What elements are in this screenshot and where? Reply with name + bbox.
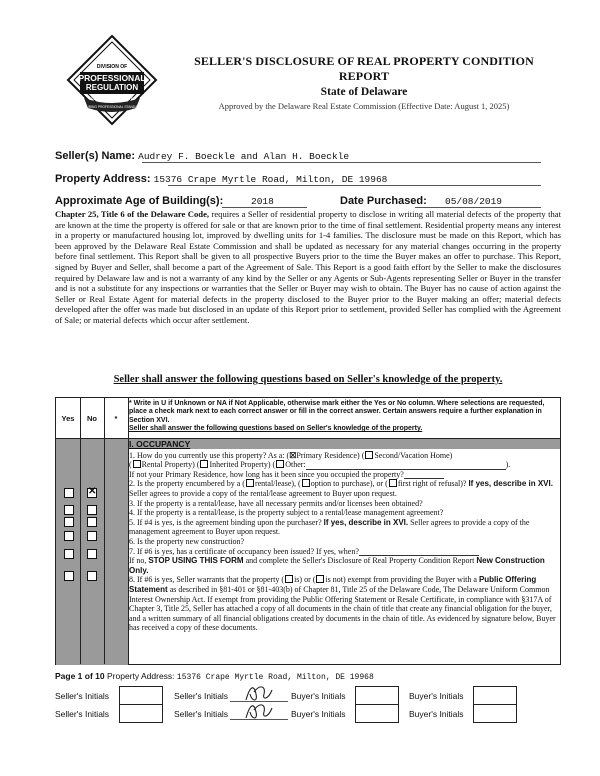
q7-text-b: If no, — [129, 556, 147, 566]
property-address-label: Property Address: — [55, 173, 151, 185]
q1-text-f: Other: — [285, 460, 306, 470]
seller-initials-label-4: Seller's Initials — [174, 709, 229, 719]
q2-text-a: 2. Is the property encumbered by a ( — [129, 479, 245, 489]
q2-text-d: first right of refusal)? — [397, 479, 467, 489]
q2-refusal-checkbox[interactable] — [389, 479, 397, 487]
footer-address-label: Property Address: — [106, 671, 175, 681]
q2-no-checkbox[interactable] — [87, 488, 97, 498]
q5-no-checkbox[interactable] — [87, 531, 97, 541]
q8-text-d: Public Offering Statement — [129, 575, 537, 594]
q1-text-a: 1. How do you currently use this property? As a: ( — [129, 450, 290, 460]
state-name: State of Delaware — [320, 86, 408, 98]
instructions-text-2: Seller shall answer the following questions based on Seller's knowledge of the property. — [129, 425, 423, 433]
question-1: 1. How do you currently use this property? As a: (☒Primary Residence) ( Second/Vacation Home) ( Rental Property) ( Inherited Property) ( Other: ). If not your Primary Residence, how long has it been since you occupied the property? — [129, 450, 511, 479]
q1-text-d: Rental Property) ( — [141, 460, 200, 470]
q5-text-a: 5. If #4 is yes, is the agreement binding upon the purchaser? — [129, 517, 322, 527]
q1-second-home-checkbox[interactable] — [365, 451, 373, 459]
q8-is-not-checkbox[interactable] — [316, 575, 324, 583]
q1-text-e: Inherited Property) ( — [209, 460, 276, 470]
q4-no-checkbox[interactable] — [87, 517, 97, 527]
q2-rental-checkbox[interactable] — [246, 479, 254, 487]
svg-text:ENSURING PROFESSIONAL STANDARD: ENSURING PROFESSIONAL STANDARDS — [79, 105, 145, 109]
q7-yes-checkbox[interactable] — [64, 571, 74, 581]
q8-text-a: 8. If #6 is yes, Seller warrants that the property ( — [129, 575, 285, 585]
buyer-initials-box-1[interactable] — [355, 686, 399, 705]
q8-text-b: is) or ( — [294, 575, 316, 585]
q1-inherited-checkbox[interactable] — [200, 460, 208, 468]
buyer-initials-label-2: Buyer's Initials — [409, 691, 464, 701]
property-address-row — [55, 173, 387, 185]
building-age-value[interactable]: 2018 — [251, 196, 274, 207]
occupancy-questions-table — [55, 397, 561, 665]
report-title: SELLER'S DISCLOSURE OF REAL PROPERTY CONDITION REPORT — [194, 54, 534, 83]
buyer-initials-label-3: Buyer's Initials — [291, 709, 346, 719]
property-address-value[interactable]: 15376 Crape Myrtle Road, Milton, DE 19968 — [153, 174, 388, 185]
seller-initials-box-3[interactable] — [119, 704, 163, 723]
svg-text:DIVISION OF: DIVISION OF — [96, 64, 128, 70]
date-purchased-label: Date Purchased: — [340, 195, 427, 207]
q1-rental-checkbox[interactable] — [133, 460, 141, 468]
sellers-name-label: Seller(s) Name: — [55, 150, 136, 162]
q2-text-e: If yes, describe in XVI. — [468, 479, 553, 489]
property-address-underline — [168, 185, 541, 186]
question-4: 4. If the property is a rental/lease, is the property subject to a rental/lease management agreement? — [129, 508, 444, 518]
question-7 — [129, 547, 559, 576]
q3-yes-checkbox[interactable] — [64, 505, 74, 515]
q6-yes-checkbox[interactable] — [64, 549, 74, 559]
col-no-header: No — [87, 413, 97, 423]
svg-text:REGULATION: REGULATION — [85, 83, 139, 92]
q7-text-d: and complete the Seller's Disclosure of Real Property Condition Report — [245, 556, 475, 566]
svg-text:DEPARTMENT OF STATE: DEPARTMENT OF STATE — [90, 97, 134, 101]
q7-text-e: New Construction Only. — [129, 556, 545, 575]
instructions-text: * Write in U if Unknown or NA if Not Applicable, otherwise mark either the Yes or No column. Where selections are requested, place a check mark next to each correct answer or fill in the correct answer. Certain answers require a further explanation in Section XVI. — [129, 400, 545, 424]
col-unknown-header: * — [114, 413, 118, 423]
disclosure-intro — [55, 209, 561, 326]
seller-initials-label-2: Seller's Initials — [174, 691, 229, 701]
questions-heading: Seller shall answer the following questions based on Seller's knowledge of the property. — [113, 374, 503, 385]
division-of-professional-regulation-logo — [66, 34, 158, 126]
table-instructions — [129, 400, 559, 434]
approval-note: Approved by the Delaware Real Estate Commission (Effective Date: August 1, 2025) — [218, 101, 510, 111]
question-3: 3. If the property is a rental/lease, have all necessary permits and/or licenses been obtained? — [129, 498, 423, 508]
q5-text-b: If yes, describe in XVI. — [323, 517, 409, 527]
occupancy-questions — [129, 440, 559, 633]
question-8 — [129, 575, 559, 633]
building-age-label: Approximate Age of Building(s): — [55, 195, 224, 207]
seller-initials-box-1[interactable] — [119, 686, 163, 705]
q2-text-b: rental/lease), ( — [254, 479, 301, 489]
seller-initials-label-3: Seller's Initials — [55, 709, 110, 719]
date-purchased-value[interactable]: 05/08/2019 — [445, 196, 503, 207]
sellers-name-underline — [142, 162, 541, 163]
question-6: 6. Is the property new construction? — [129, 536, 245, 546]
col-yes-header: Yes — [61, 413, 75, 423]
question-5 — [129, 518, 559, 537]
svg-text:PROFESSIONAL: PROFESSIONAL — [78, 73, 146, 83]
seller-initials-label-1: Seller's Initials — [55, 691, 110, 701]
buyer-initials-label-1: Buyer's Initials — [291, 691, 346, 701]
page-number: Page 1 of 10 — [55, 671, 105, 681]
q3-no-checkbox[interactable] — [87, 505, 97, 515]
sellers-name-row — [55, 150, 349, 162]
section-occupancy-title: I. OCCUPANCY — [129, 439, 191, 449]
q1-text-b: Primary Residence) ( — [296, 450, 365, 460]
sellers-name-value[interactable]: Audrey F. Boeckle and Alan H. Boeckle — [138, 151, 350, 162]
date-purchased-underline — [415, 207, 541, 208]
buyer-initials-label-4: Buyer's Initials — [409, 709, 464, 719]
q5-text-c: Seller agrees to provide a copy of the management agreement to Buyer upon request. — [129, 517, 530, 537]
q4-yes-checkbox[interactable] — [64, 517, 74, 527]
q7-text-a: 7. If #6 is yes, has a certificate of occupancy been issued? If yes, when? — [129, 546, 359, 556]
question-2 — [129, 479, 559, 498]
q6-no-checkbox[interactable] — [87, 549, 97, 559]
q1-text-c: Second/Vacation Home) — [374, 450, 453, 460]
q8-is-checkbox[interactable] — [285, 575, 293, 583]
q2-option-checkbox[interactable] — [302, 479, 310, 487]
buyer-initials-box-4[interactable] — [473, 704, 517, 723]
q2-text-c: option to purchase), or ( — [310, 479, 388, 489]
q2-yes-checkbox[interactable] — [64, 488, 74, 498]
q7-no-checkbox[interactable] — [87, 571, 97, 581]
footer-address-value: 15376 Crape Myrtle Road, Milton, DE 19968 — [176, 673, 374, 682]
q2-text-f: Seller agrees to provide a copy of the rental/lease agreement to Buyer upon request. — [129, 488, 397, 498]
q1-duration-line[interactable] — [404, 470, 444, 479]
seller-initials-signature-2 — [240, 700, 276, 722]
intro-body: requires a Seller of residential property to disclose in writing all material defects of the property that are known at the time the property is offered for sale or that are known prior to the time of final settlement. Residential property means any interest in a property or manufactured housing lot, improved by dwelling units for 1-4 families. The disclosure must be made on this Report, which has been approved by the Delaware Real Estate Commission and shall be updated as necessary for any material changes occurring in the property before final settlement. This Report shall be given to all prospective Buyers prior to the time the Buyer makes an offer to purchase. This Report, signed by Buyer and Seller, shall become a part of the Agreement of Sale. This Report is a good faith effort by the Seller to make the disclosures required by Delaware law and is not a warranty of any kind by the Seller or any Agents or Sub-Agents representing Seller or Buyer in the transfer and is not a substitute for any inspections or warranties that the Seller or Buyer may wish to obtain. The Buyer has no cause of action against the Seller or Real Estate Agent for material defects in the property disclosed to the Buyer prior to the Buyer making an offer; material defects developed after the offer was made but disclosed in an update of this Report prior to settlement, provided Seller has complied with the Agreement of Sale; or material defects which occur after settlement. — [55, 209, 561, 325]
building-age-row — [55, 195, 561, 207]
page-footer — [55, 671, 374, 682]
q5-yes-checkbox[interactable] — [64, 531, 74, 541]
report-header — [168, 54, 560, 111]
q1-other-checkbox[interactable] — [276, 460, 284, 468]
q1-primary-check[interactable]: ☒ — [289, 450, 297, 460]
building-age-underline — [222, 207, 307, 208]
q7-text-c: STOP USING THIS FORM — [148, 556, 244, 566]
q8-text-e: as described in §81-401 or §81-403(b) of Chapter 81, Title 25 of the Delaware Code, The Delaware Uniform Common Interest Ownership Act. If exempt from providing the Public Offering Statement or Resale Certificate, in compliance with §317A of Chapter 3, Title 25, Seller has attached a copy of all documents in the chain of title that create any financial obligation for the buyer, and a written summary of all financial obligations created by documents in the chain of title. As evidenced by signature below, Buyer has received a copy of these documents. — [129, 584, 556, 633]
buyer-initials-box-3[interactable] — [355, 704, 399, 723]
q8-text-c: is not) exempt from providing the Buyer with a — [325, 575, 477, 585]
q1-other-line[interactable] — [306, 461, 506, 470]
q7-date-line[interactable] — [359, 547, 479, 556]
intro-lead: Chapter 25, Title 6 of the Delaware Code, — [55, 209, 210, 219]
q1-text-g: If not your Primary Residence, how long has it been since you occupied the property? — [129, 469, 404, 479]
buyer-initials-box-2[interactable] — [473, 686, 517, 705]
